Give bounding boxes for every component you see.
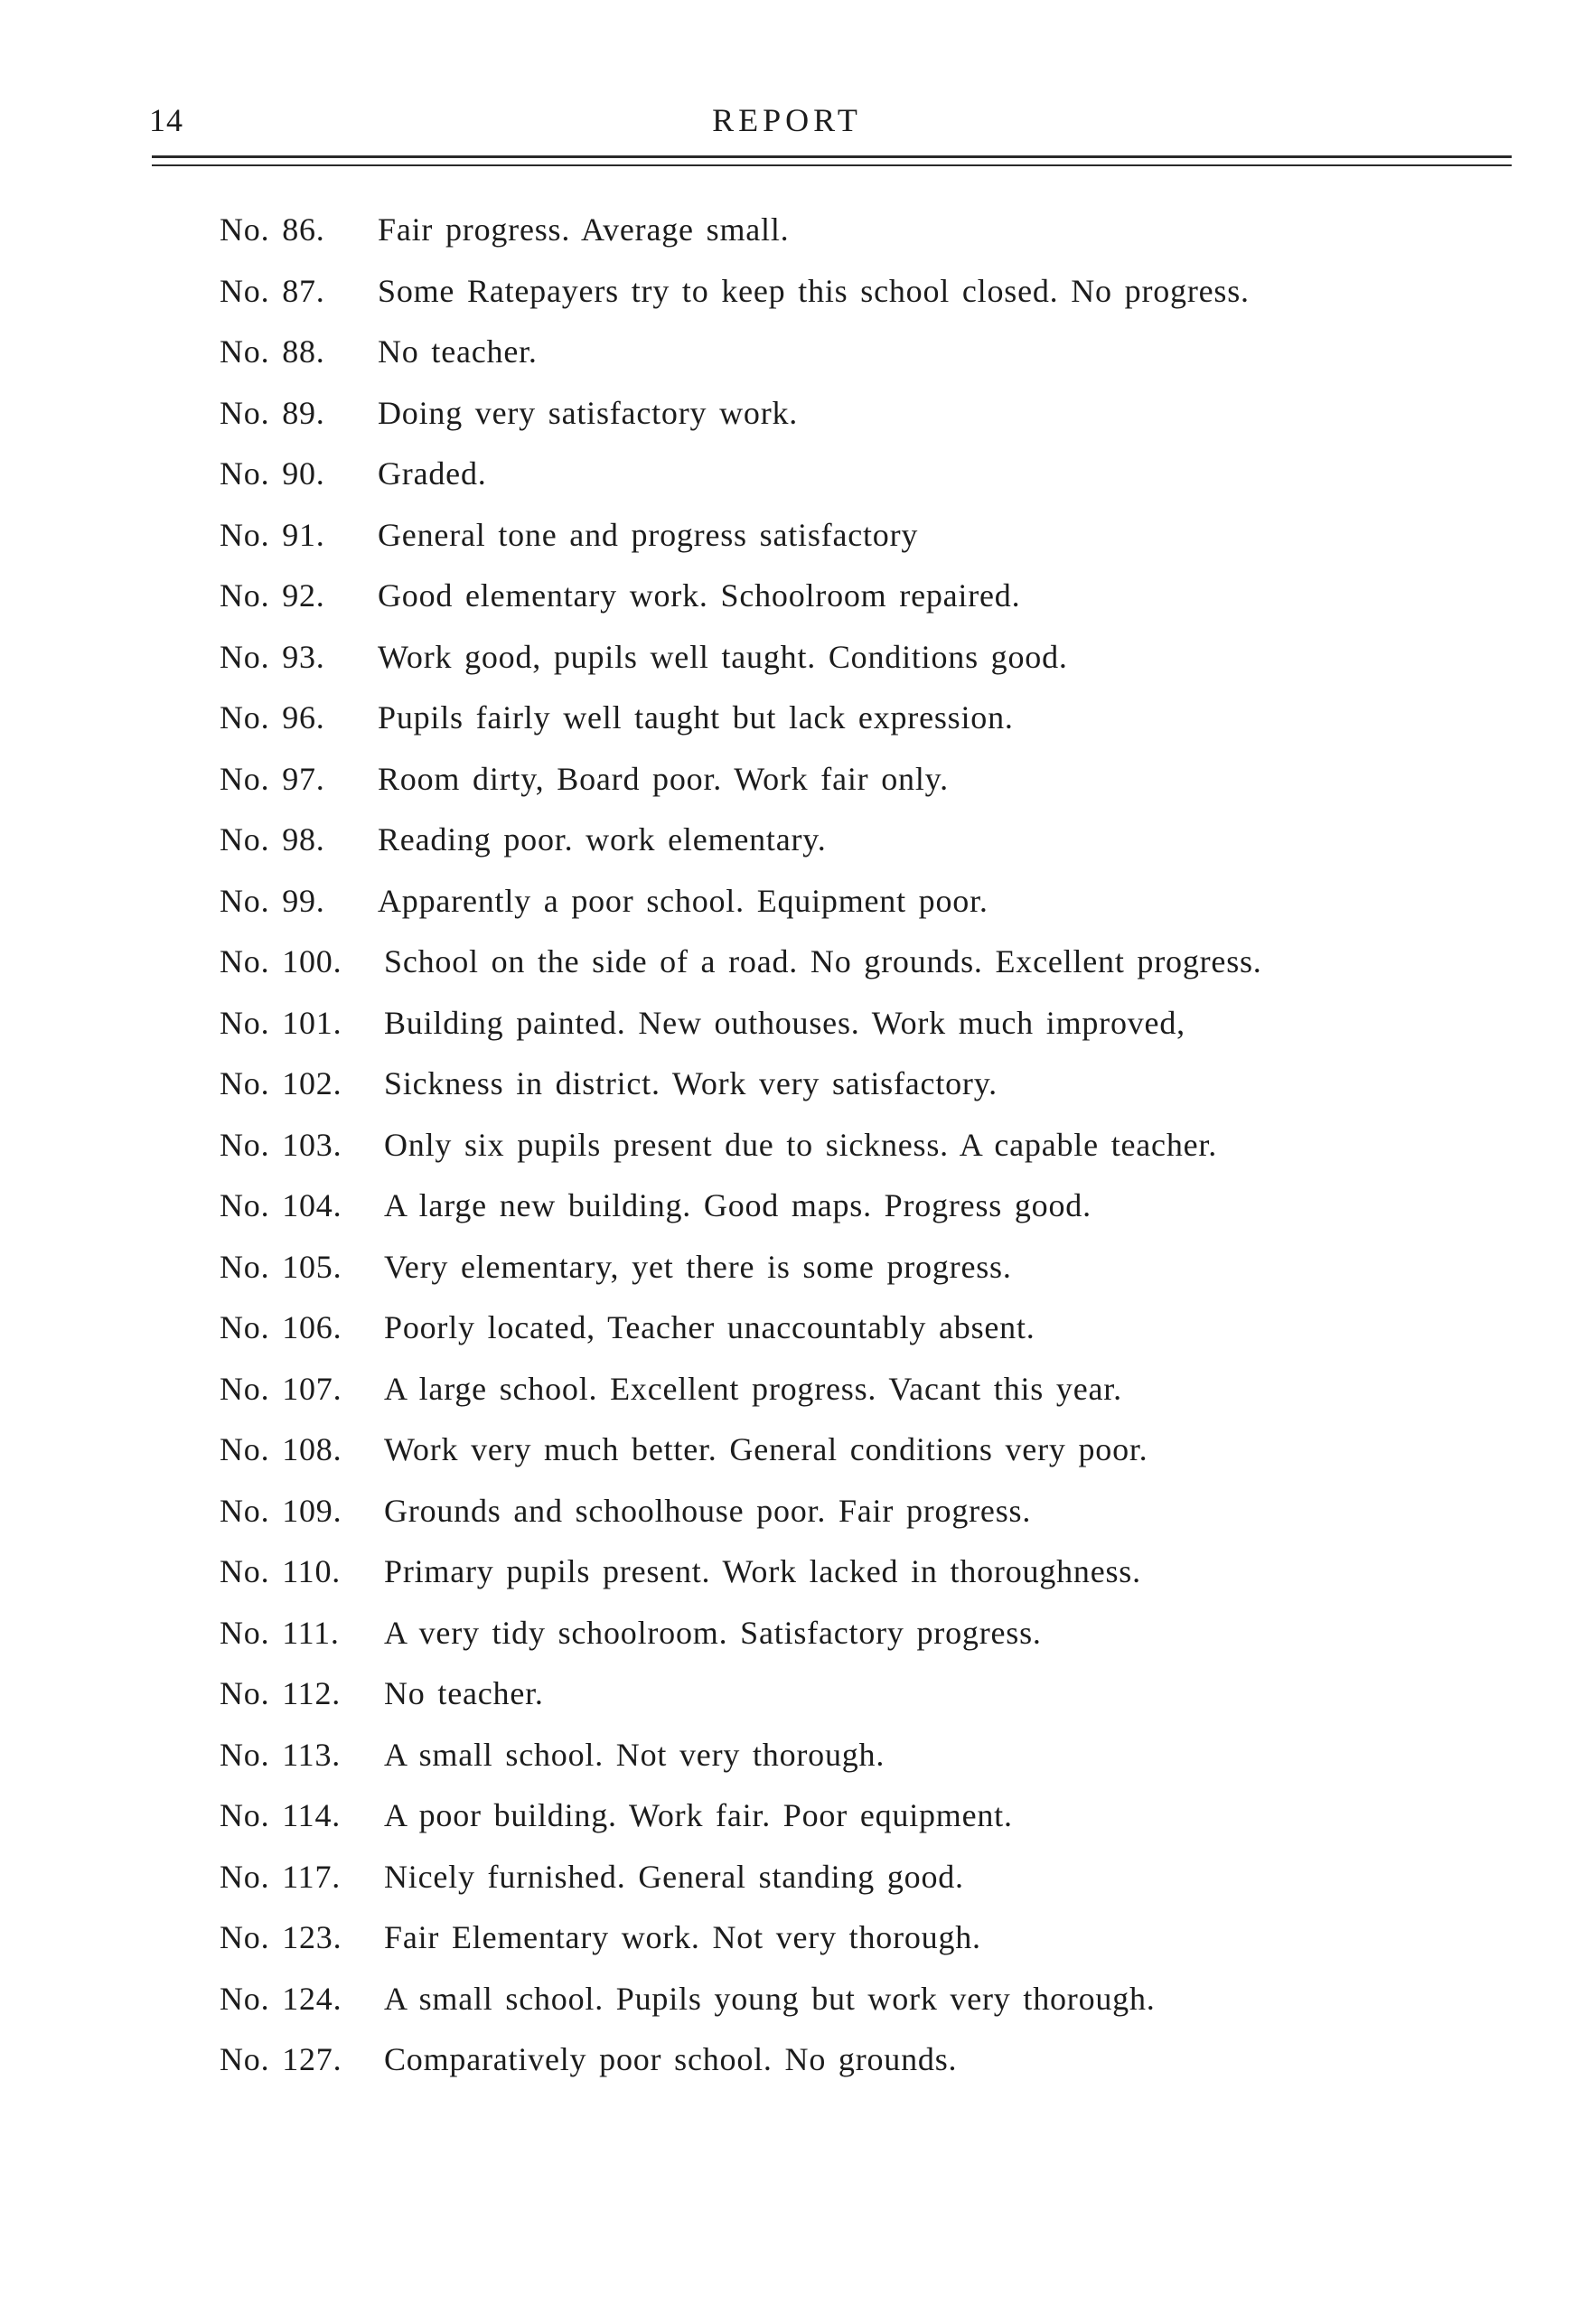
entry-number: No. 114. [220,1797,342,1833]
entry-text: General tone and progress satisfactory [378,516,919,553]
entry-text: Graded. [378,455,487,492]
entry-number: No. 111. [220,1614,340,1651]
entry-text: Building painted. New outhouses. Work much improved, [384,1004,1185,1041]
report-entry [220,577,1521,639]
entry-text: Pupils fairly well taught but lack expression. [378,699,1014,736]
entry-number: No. 127. [220,2041,342,2077]
entry-text: Grounds and schoolhouse poor. Fair progress. [384,1492,1032,1529]
report-entry [220,1371,1521,1432]
header-rule [152,164,1512,166]
page-number: 14 [149,102,183,138]
entry-text: No teacher. [384,1675,544,1711]
entry-number: No. 105. [220,1248,342,1285]
entry-number: No. 101. [220,1004,342,1041]
report-entry [220,1187,1521,1249]
entry-text: Work very much better. General conditions very poor. [384,1431,1148,1467]
entry-text: A large new building. Good maps. Progress good. [384,1187,1091,1223]
entry-text: Only six pupils present due to sickness. A capable teacher. [384,1126,1218,1163]
report-entry [220,1005,1521,1066]
entry-number: No. 109. [220,1492,342,1529]
report-entry [220,699,1521,761]
entry-number: No. 86. [220,211,325,248]
entry-number: No. 117. [220,1858,342,1895]
report-entry [220,1981,1521,2042]
entry-number: No. 102. [220,1065,342,1101]
report-entry [220,455,1521,517]
entry-number: No. 90. [220,455,325,492]
entry-text: Apparently a poor school. Equipment poor. [378,882,988,919]
report-entry [220,639,1521,700]
entry-number: No. 113. [220,1736,342,1773]
entry-text: School on the side of a road. No grounds. Excellent progress. [384,943,1262,979]
entry-number: No. 108. [220,1431,342,1467]
entry-text: Nicely furnished. General standing good. [384,1858,964,1895]
entry-number: No. 124. [220,1980,342,2017]
entry-text: Room dirty, Board poor. Work fair only. [378,760,949,797]
entry-number: No. 106. [220,1309,342,1345]
report-entry [220,1309,1521,1371]
report-entry [220,1431,1521,1493]
entry-number: No. 99. [220,882,325,919]
entry-text: A small school. Pupils young but work very thorough. [384,1980,1156,2017]
report-entry [220,761,1521,822]
entry-text: Doing very satisfactory work. [378,394,799,431]
entry-number: No. 100. [220,943,342,979]
report-entry [220,211,1521,273]
entry-text: A very tidy schoolroom. Satisfactory progress. [384,1614,1042,1651]
report-entry [220,1065,1521,1127]
entry-number: No. 93. [220,638,325,675]
report-entry [220,821,1521,883]
report-entry [220,1249,1521,1310]
report-entry [220,333,1521,395]
entry-text: Sickness in district. Work very satisfactory. [384,1065,998,1101]
entry-text: Some Ratepayers try to keep this school closed. No progress. [378,272,1250,309]
report-entry [220,1675,1521,1737]
entry-number: No. 91. [220,516,325,553]
entry-number: No. 104. [220,1187,342,1223]
entry-text: A large school. Excellent progress. Vacant this year. [384,1370,1122,1407]
entry-text: Poorly located, Teacher unaccountably absent. [384,1309,1035,1345]
entry-text: Very elementary, yet there is some progress. [384,1248,1012,1285]
entry-number: No. 98. [220,821,325,857]
report-entry [220,395,1521,456]
entry-text: A small school. Not very thorough. [384,1736,885,1773]
entry-number: No. 88. [220,333,325,370]
entry-number: No. 87. [220,272,325,309]
entry-text: Work good, pupils well taught. Conditions good. [378,638,1068,675]
report-entry [220,1919,1521,1981]
entry-number: No. 112. [220,1675,342,1711]
entry-number: No. 110. [220,1553,342,1589]
report-entry [220,1493,1521,1554]
entry-text: Good elementary work. Schoolroom repaired. [378,577,1021,614]
entry-number: No. 92. [220,577,325,614]
entry-text: Fair Elementary work. Not very thorough. [384,1919,981,1955]
report-entry [220,1615,1521,1676]
entry-text: Comparatively poor school. No grounds. [384,2041,958,2077]
entry-number: No. 123. [220,1919,342,1955]
report-entry [220,883,1521,944]
report-entry [220,1127,1521,1188]
entry-text: A poor building. Work fair. Poor equipment. [384,1797,1013,1833]
school-report-list [220,211,1521,2103]
entry-number: No. 89. [220,394,325,431]
entry-number: No. 97. [220,760,325,797]
report-entry [220,943,1521,1005]
report-entry [220,517,1521,578]
entry-text: Fair progress. Average small. [378,211,790,248]
report-entry [220,2041,1521,2103]
report-entry [220,1553,1521,1615]
entry-number: No. 107. [220,1370,342,1407]
report-entry [220,1737,1521,1798]
entry-text: No teacher. [378,333,538,370]
report-entry [220,273,1521,334]
entry-number: No. 96. [220,699,325,736]
entry-text: Primary pupils present. Work lacked in thoroughness. [384,1553,1141,1589]
entry-text: Reading poor. work elementary. [378,821,827,857]
header-rule [152,155,1512,158]
entry-number: No. 103. [220,1126,342,1163]
running-head: REPORT [712,102,862,138]
report-entry [220,1859,1521,1920]
report-entry [220,1797,1521,1859]
